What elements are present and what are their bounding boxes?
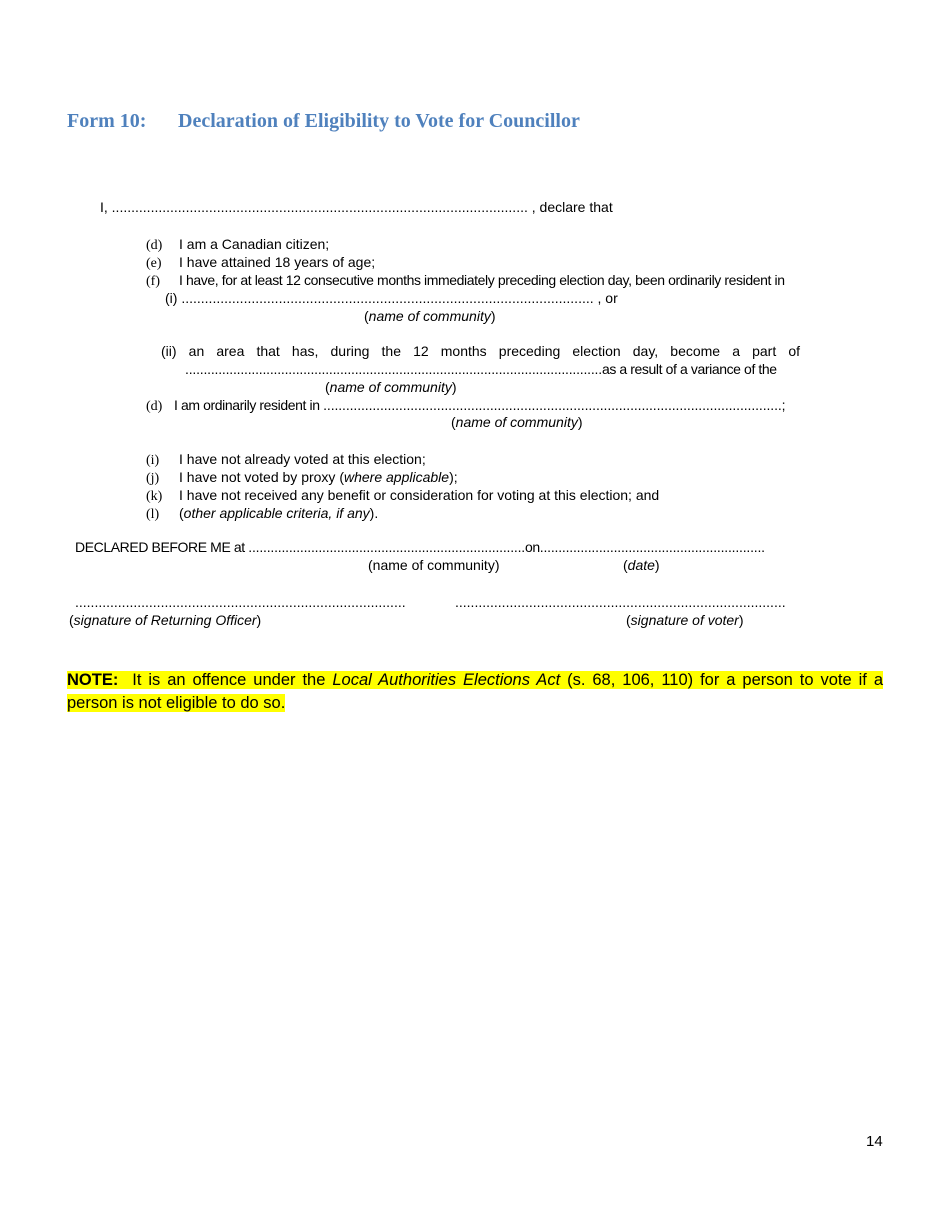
form-number: Form 10:: [67, 110, 147, 132]
caption-declared-date: [623, 557, 660, 573]
form-title: [67, 110, 580, 133]
caption-officer-signature: [69, 612, 261, 628]
item-text: I am ordinarily resident in: [174, 397, 320, 413]
declare-suffix: , declare that: [531, 199, 613, 215]
caption-community-ii: [325, 379, 457, 395]
item-text: I have, for at least 12 consecutive months immediately preceding election day, been ordinarily resident in: [179, 272, 785, 288]
caption-declared-community: (name of community): [368, 557, 500, 573]
caption-paren: ): [490, 308, 496, 324]
caption-paren: ): [256, 612, 262, 628]
item-marker: (l): [146, 507, 160, 522]
note-text-before: It is an offence under the: [132, 671, 326, 689]
declared-community-blank: ...........................................................................: [248, 539, 525, 555]
caption-community-resident: [451, 414, 583, 430]
item-marker: (j): [146, 471, 160, 486]
caption-voter-signature: [626, 612, 744, 628]
sub-item-ii-continuation: [185, 361, 777, 377]
item-text: (: [179, 505, 184, 521]
item-marker: (d): [146, 238, 163, 253]
item-marker: (e): [146, 256, 162, 271]
caption-community-i: [364, 308, 496, 324]
declared-prefix: DECLARED BEFORE ME at: [75, 539, 245, 555]
declared-date-blank: .............................................................: [539, 539, 765, 555]
item-text: I have attained 18 years of age;: [179, 254, 376, 270]
community-blank-i: ..........................................................................................................: [181, 290, 594, 306]
sub-item-i: [165, 290, 618, 306]
caption-paren: (: [69, 612, 74, 628]
caption-paren: (: [626, 612, 631, 628]
sub-marker: (i): [165, 290, 178, 306]
caption-paren: ): [451, 379, 457, 395]
item-text: I have not already voted at this election;: [179, 451, 426, 467]
caption-text: name of community: [368, 308, 491, 324]
caption-text: name of community: [329, 379, 452, 395]
caption-text: signature of Returning Officer: [73, 612, 257, 628]
item-text: I have not voted by proxy (: [179, 469, 344, 485]
declared-on: on: [525, 539, 540, 555]
item-italic-text: where applicable: [343, 469, 450, 485]
voter-signature-blank: .....................................................................................: [455, 594, 786, 610]
list-item-benefit: [146, 487, 659, 505]
sub-item-ii: (ii) an area that has, during the 12 months preceding election day, become a part of: [161, 343, 800, 359]
item-suffix: ;: [781, 397, 786, 413]
declarant-name-blank: ...........................................................................................................: [111, 199, 528, 215]
item-marker: (i): [146, 453, 160, 468]
item-text-end: ).: [369, 505, 379, 521]
item-text-end: );: [449, 469, 458, 485]
list-item-age: [146, 254, 375, 272]
note-highlight: [67, 671, 883, 712]
caption-paren: (: [325, 379, 330, 395]
caption-paren: (: [623, 557, 628, 573]
caption-paren: (: [364, 308, 369, 324]
item-text: I have not received any benefit or consideration for voting at this election; and: [179, 487, 660, 503]
caption-text: name of community: [455, 414, 578, 430]
list-item-other-criteria: [146, 505, 378, 523]
list-item-proxy: [146, 469, 458, 487]
item-marker: (d): [146, 399, 163, 414]
officer-signature-blank: .....................................................................................: [75, 594, 406, 610]
form-title-text: Declaration of Eligibility to Vote for Councillor: [178, 110, 580, 132]
item-marker: (f): [146, 274, 160, 289]
caption-text: date: [627, 557, 655, 573]
page-number: 14: [866, 1133, 883, 1150]
caption-paren: ): [738, 612, 744, 628]
list-item-not-voted: [146, 451, 426, 469]
declared-before-line: [75, 539, 765, 555]
list-item-citizen: [146, 236, 329, 254]
declare-prefix: I,: [100, 199, 108, 215]
caption-text: signature of voter: [630, 612, 739, 628]
note-text-after: (s. 68, 106, 110) for a person to vote if a person is not eligible to do so.: [67, 671, 884, 712]
list-item-residency: [146, 272, 785, 290]
caption-paren: ): [654, 557, 660, 573]
item-marker: (k): [146, 489, 163, 504]
list-item-ordinarily-resident: [146, 397, 785, 415]
caption-paren: ): [577, 414, 583, 430]
community-blank-resident: .........................................................................................................................: [323, 397, 782, 413]
community-blank-ii: .................................................................................................................: [185, 361, 602, 377]
variance-text: as a result of a variance of the: [601, 361, 777, 377]
item-italic-text: other applicable criteria, if any: [183, 505, 370, 521]
caption-paren: (: [451, 414, 456, 430]
declare-line: [100, 199, 613, 215]
item-text: I am a Canadian citizen;: [179, 236, 330, 252]
offence-note: [67, 669, 883, 715]
note-label: NOTE:: [67, 671, 119, 689]
sub-suffix: , or: [597, 290, 618, 306]
note-act-name: Local Authorities Elections Act: [332, 671, 561, 689]
